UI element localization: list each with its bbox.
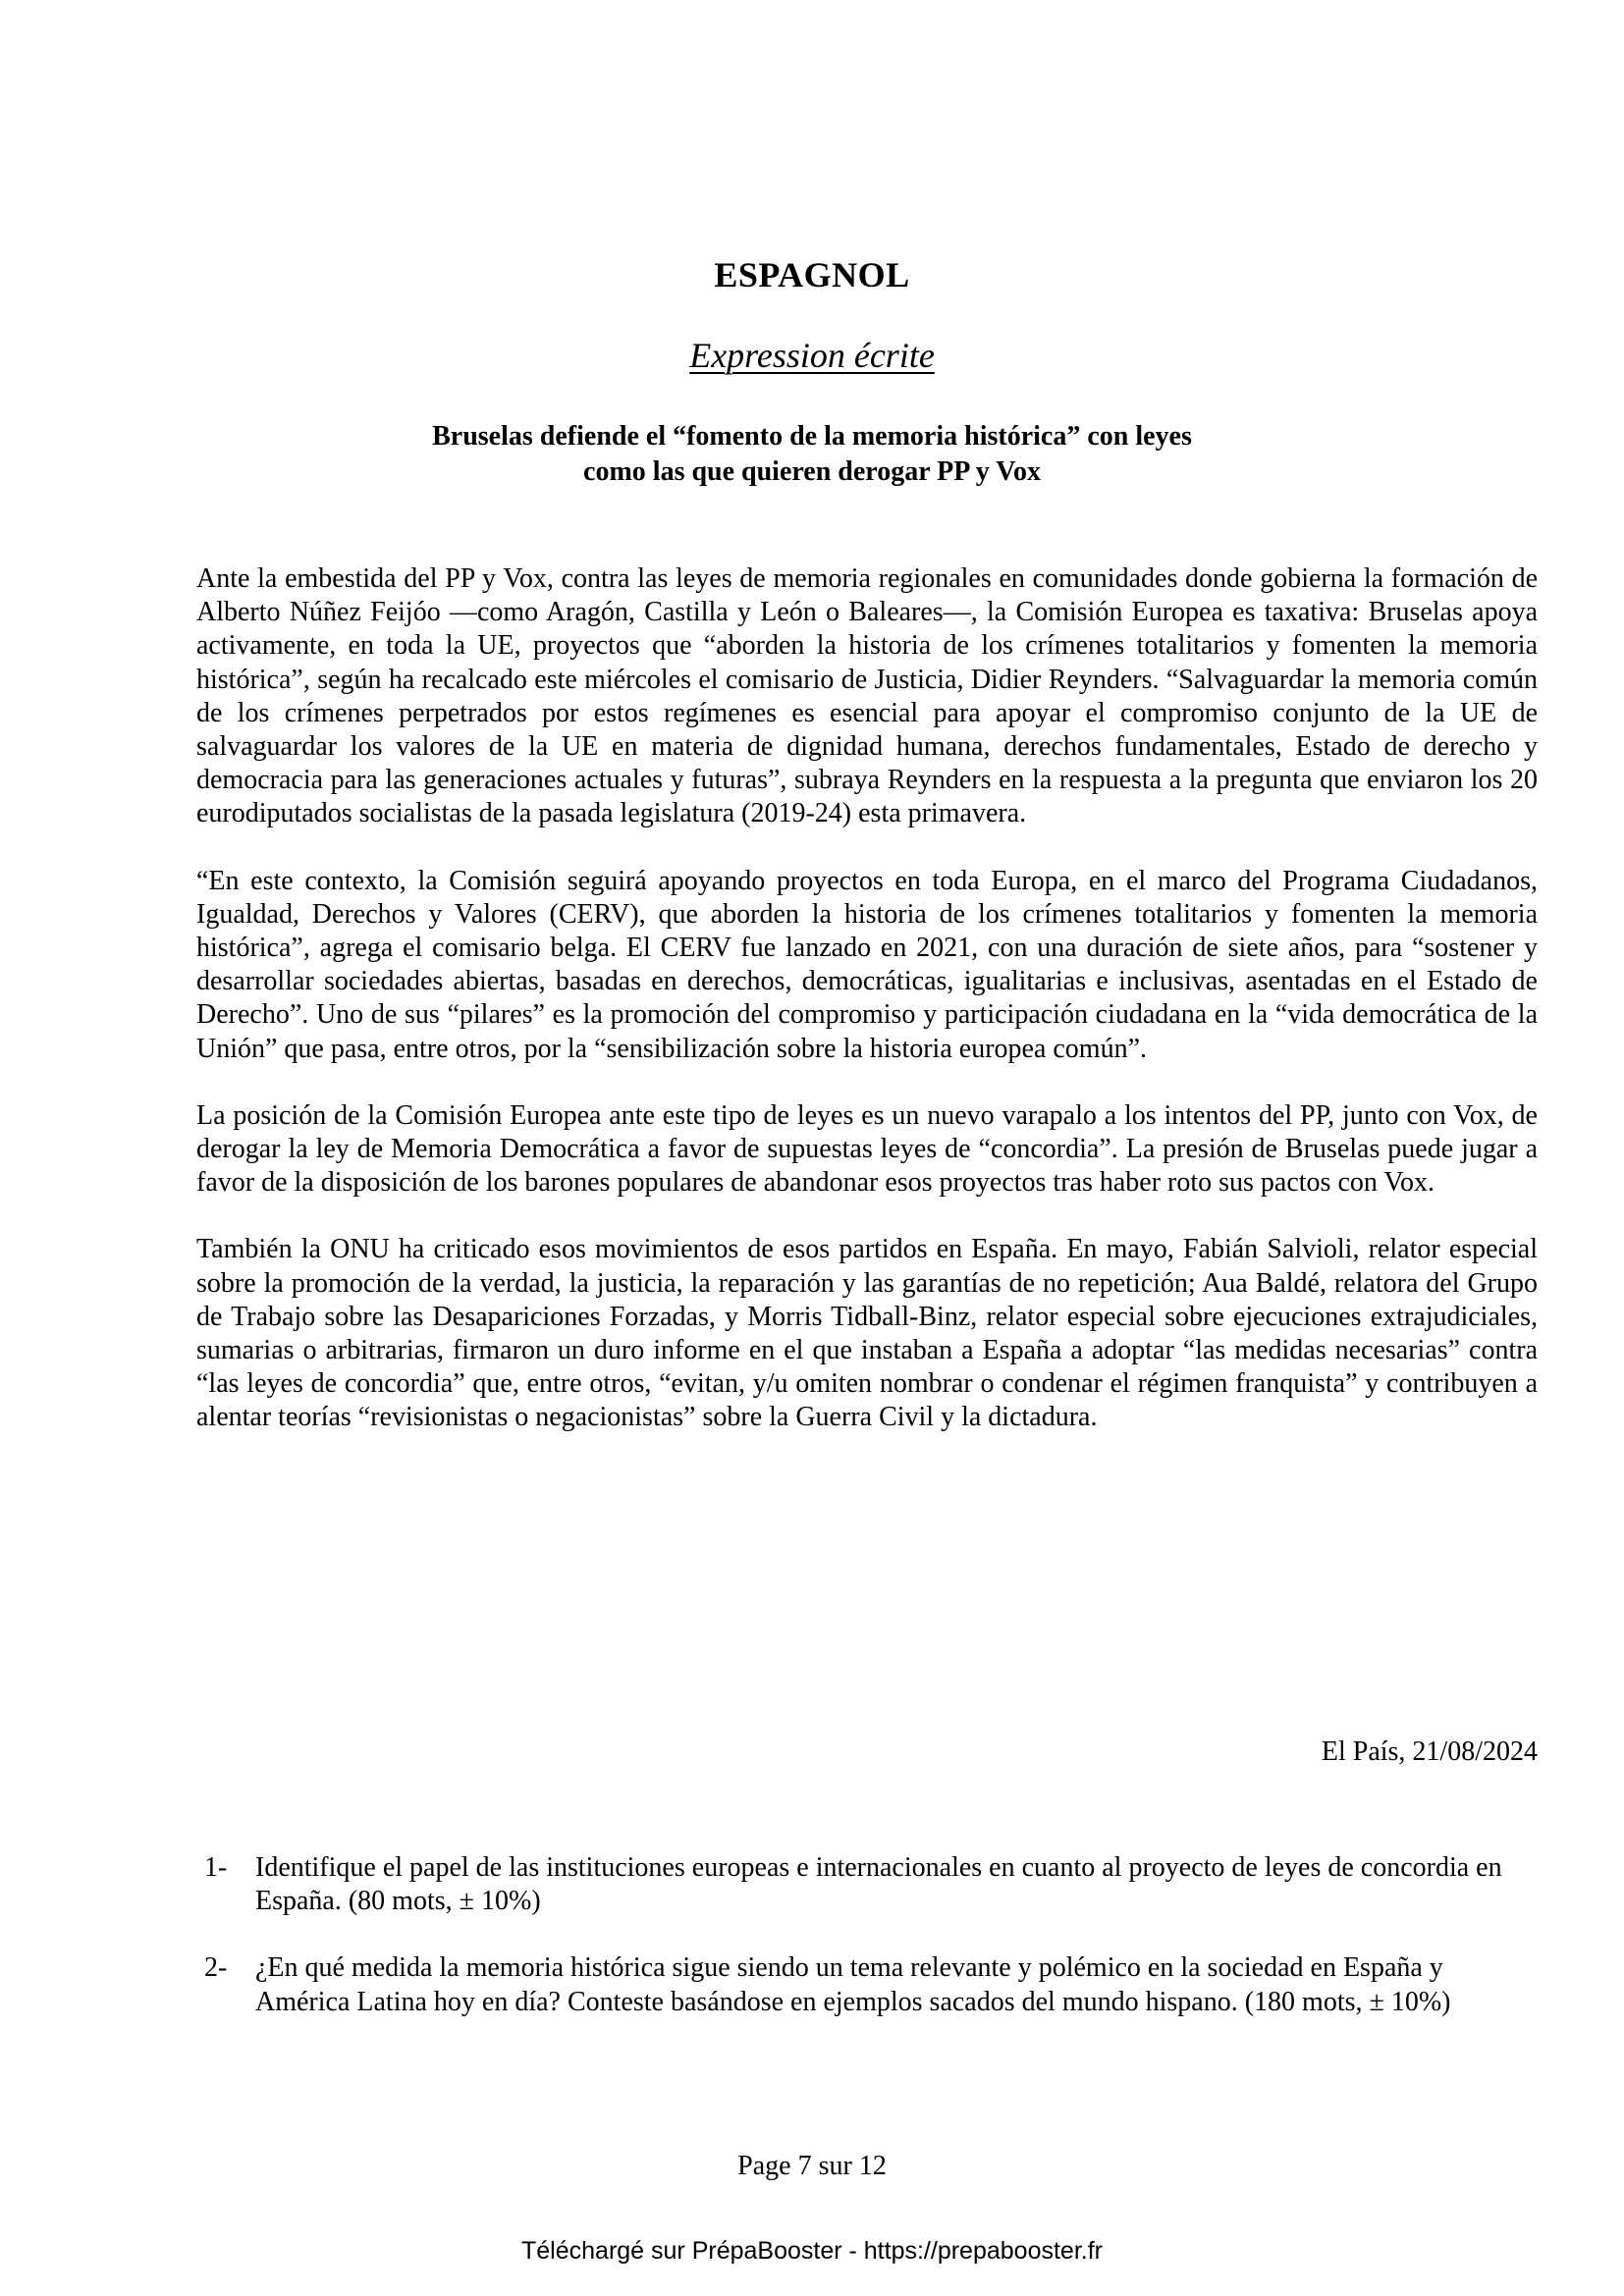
download-note: Téléchargé sur PrépaBooster - https://prepabooster.fr: [521, 2237, 1103, 2265]
section-heading: [0, 334, 1624, 377]
article-paragraph: Ante la embestida del PP y Vox, contra las leyes de memoria regionales en comunidades donde gobierna la formación de Alberto Núñez Feijóo —como Aragón, Castilla y León o Baleares—, la Comisión Europea es taxativa: Bruselas apoya activamente, en toda la UE, proyectos que “aborden la historia de los crímenes totalitarios y fomenten la memoria histórica”, según ha recalcado este miércoles el comisario de Justicia, Didier Reynders. “Salvaguardar la memoria común de los crímenes perpetrados por estos regímenes es esencial para apoyar el compromiso conjunto de la UE de salvaguardar los valores de la UE en materia de dignidad humana, derechos fundamentales, Estado de derecho y democracia para las generaciones actuales y futuras”, subraya Reynders en la respuesta a la pregunta que enviaron los 20 eurodiputados socialistas de la pasada legislatura (2019-24) esta primavera.: [196, 563, 1538, 829]
article-title-line: como las que quieren derogar PP y Vox: [583, 456, 1041, 487]
question-item: [204, 1851, 1538, 1918]
question-list: [204, 1851, 1538, 2053]
article-body: [196, 562, 1538, 1468]
question-number: 1-: [204, 1852, 228, 1883]
subject-heading: ESPAGNOL: [714, 255, 910, 294]
question-text: ¿En qué medida la memoria histórica sigue siendo un tema relevante y polémico en la sociedad en España y América Latina hoy en día? Conteste basándose en ejemplos sacados del mundo hispano. (180 mots, ± 10%): [255, 1952, 1451, 2017]
question-text: Identifique el papel de las instituciones europeas e internacionales en cuanto al proyecto de leyes de concordia en España. (80 mots, ± 10%): [255, 1852, 1502, 1917]
question-number: 2-: [204, 1952, 228, 1984]
article-title-line: Bruselas defiende el “fomento de la memoria histórica” con leyes: [432, 421, 1192, 452]
article-paragraph: La posición de la Comisión Europea ante este tipo de leyes es un nuevo varapalo a los intentos del PP, junto con Vox, de derogar la ley de Memoria Democrática a favor de supuestas leyes de “concordia”. La presión de Bruselas puede jugar a favor de la disposición de los barones populares de abandonar esos proyectos tras haber roto sus pactos con Vox.: [196, 1099, 1538, 1199]
question-item: [204, 1951, 1538, 2018]
article-paragraph: “En este contexto, la Comisión seguirá apoyando proyectos en toda Europa, en el marco del Programa Ciudadanos, Igualdad, Derechos y Valores (CERV), que aborden la historia de los crímenes totalitarios y fomenten la memoria histórica”, agrega el comisario belga. El CERV fue lanzado en 2021, con una duración de siete años, para “sostener y desarrollar sociedades abiertas, basadas en derechos, democráticas, igualitarias e inclusivas, asentadas en el Estado de Derecho”. Uno de sus “pilares” es la promoción del compromiso y participación ciudadana en la “vida democrática de la Unión” que pasa, entre otros, por la “sensibilización sobre la historia europea común”.: [196, 865, 1538, 1064]
article-source: El País, 21/08/2024: [1321, 1736, 1538, 1767]
article-paragraph: También la ONU ha criticado esos movimientos de esos partidos en España. En mayo, Fabián Salvioli, relator especial sobre la promoción de la verdad, la justicia, la reparación y las garantías de no repetición; Aua Baldé, relatora del Grupo de Trabajo sobre las Desapariciones Forzadas, y Morris Tidball-Binz, relator especial sobre ejecuciones extrajudiciales, sumarias o arbitrarias, firmaron un duro informe en el que instaban a España a adoptar “las medidas necesarias” contra “las leyes de concordia” que, entre otros, “evitan, y/u omiten nombrar o condenar el régimen franquista” y contribuyen a alentar teorías “revisionistas o negacionistas” sobre la Guerra Civil y la dictadura.: [196, 1234, 1538, 1433]
section-heading-text: Expression écrite: [689, 336, 935, 375]
article-title: [0, 419, 1624, 490]
page-number: Page 7 sur 12: [737, 2151, 887, 2181]
